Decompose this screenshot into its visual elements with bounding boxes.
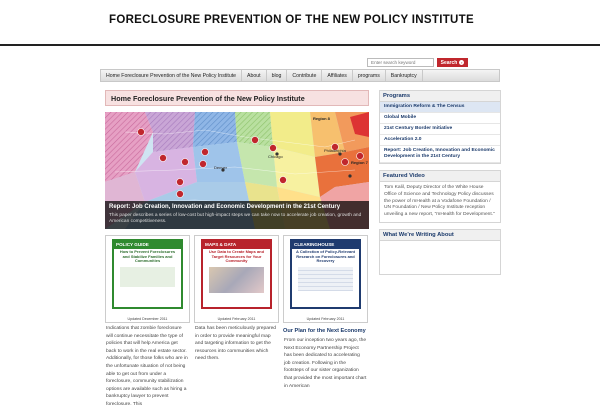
thumb-updated: Updated December 2011 xyxy=(127,317,168,321)
feature-columns xyxy=(105,235,369,409)
thumb-title: A Collection of Policy-Relevant Research on Foreclosures and Recovery xyxy=(296,249,355,264)
nav-item-contribute[interactable]: Contribute xyxy=(287,70,322,81)
thumb-updated: Updated February 2011 xyxy=(217,317,256,321)
thumb-image xyxy=(298,267,353,291)
search-button[interactable] xyxy=(437,58,468,67)
writing-widget xyxy=(379,229,501,275)
hero-slide[interactable] xyxy=(105,112,369,229)
column-heading[interactable]: Our Plan for the Next Economy xyxy=(283,328,366,334)
sidebar xyxy=(379,90,501,281)
policy-guide-thumbnail[interactable] xyxy=(105,235,190,323)
program-link[interactable]: Acceleration 2.0 xyxy=(380,135,500,146)
search-form xyxy=(367,58,468,67)
map-label-region8: Region 8 xyxy=(313,116,330,121)
program-link[interactable]: 21st Century Border Initiative xyxy=(380,124,500,135)
nav-item-programs[interactable]: programs xyxy=(353,70,386,81)
featured-video-widget xyxy=(379,170,501,223)
maps-data-thumbnail[interactable] xyxy=(194,235,279,323)
search-input[interactable] xyxy=(367,58,434,67)
nav-item-bankruptcy[interactable]: Bankruptcy xyxy=(386,70,423,81)
thumb-title: How to Prevent Foreclosures and Stabilize Families and Communities xyxy=(119,249,176,264)
page-title: Home Foreclosure Prevention of the New Policy Institute xyxy=(105,90,369,106)
column-text: Indications that zombie foreclosure will continue necessitate the type of policies that will help America get back to work in the real estate sector. Additionally, for those folks who are in the unfortunate situation of not being able to get out from under a foreclosure, community stabilization options are available such as hiring a bankruptcy lawyer to prevent foreclosure. This xyxy=(106,326,188,407)
thumb-header: POLICY GUIDE xyxy=(114,241,181,249)
main-nav xyxy=(100,69,500,82)
feature-column-maps-data xyxy=(194,235,279,409)
featured-video-text: Tom Kalil, Deputy Director of the White House Office of Science and Technology Policy discusses the power of mHealth at a Vodafone Foundation / UN Foundation / New Policy Institute reception unveiling a new report, "mHealth for Development." xyxy=(384,185,495,218)
thumb-header: MAPS & DATA xyxy=(203,241,270,249)
thumb-updated: Updated February 2011 xyxy=(306,317,345,321)
widget-title: Featured Video xyxy=(380,171,500,182)
nav-item-home[interactable]: Home Foreclosure Prevention of the New Policy Institute xyxy=(101,70,242,81)
main-content xyxy=(105,90,369,409)
programs-list xyxy=(380,102,500,163)
hero-caption xyxy=(105,201,369,229)
thumb-header: CLEARINGHOUSE xyxy=(292,241,359,249)
column-text: Data has been meticulously prepared in order to provide meaningful map and targeting information to get the resources into communities which need them. xyxy=(195,326,277,362)
program-link[interactable]: Global Mobile xyxy=(380,113,500,124)
arrow-right-icon: › xyxy=(461,60,463,65)
map-label-philadelphia: Philadelphia xyxy=(324,148,346,153)
hero-title[interactable]: Report: Job Creation, Innovation and Economic Development in the 21st Century xyxy=(109,204,341,210)
widget-title: What We're Writing About xyxy=(380,230,500,241)
program-link[interactable]: Immigration Reform & The Census xyxy=(380,102,500,113)
search-button-label: Search xyxy=(440,59,458,66)
feature-column-policy-guide xyxy=(105,235,190,409)
widget-title: Programs xyxy=(380,91,500,102)
nav-item-affiliates[interactable]: Affiliates xyxy=(322,70,353,81)
nav-item-blog[interactable]: blog xyxy=(267,70,288,81)
thumb-image xyxy=(120,267,175,287)
hero-description: This paper describes a series of low-cost but high-impact steps we can take now to accelerate job creation, growth and American competitiveness. xyxy=(109,213,362,224)
site-title[interactable]: FORECLOSURE PREVENTION OF THE NEW POLICY INSTITUTE xyxy=(109,14,474,26)
map-label-denver: Denver xyxy=(214,165,227,170)
thumb-title: Use Data to Create Maps and Target Resources for Your Community xyxy=(208,249,265,264)
column-text: From our inception two years ago, the Next Economy Partnership Project has been dedicated to accelerating job creation. Following in the footsteps of our sister organization that provided the most important chart in American xyxy=(284,338,367,389)
thumb-image xyxy=(209,267,264,293)
clearinghouse-thumbnail[interactable] xyxy=(283,235,368,323)
program-link[interactable]: Report: Job Creation, Innovation and Economic Development in the 21st Century xyxy=(380,146,500,163)
site-header xyxy=(0,0,600,46)
feature-column-clearinghouse xyxy=(283,235,368,409)
map-label-region7: Region 7 xyxy=(351,160,368,165)
nav-item-about[interactable]: About xyxy=(242,70,267,81)
map-label-chicago: Chicago xyxy=(268,154,283,159)
programs-widget xyxy=(379,90,501,164)
